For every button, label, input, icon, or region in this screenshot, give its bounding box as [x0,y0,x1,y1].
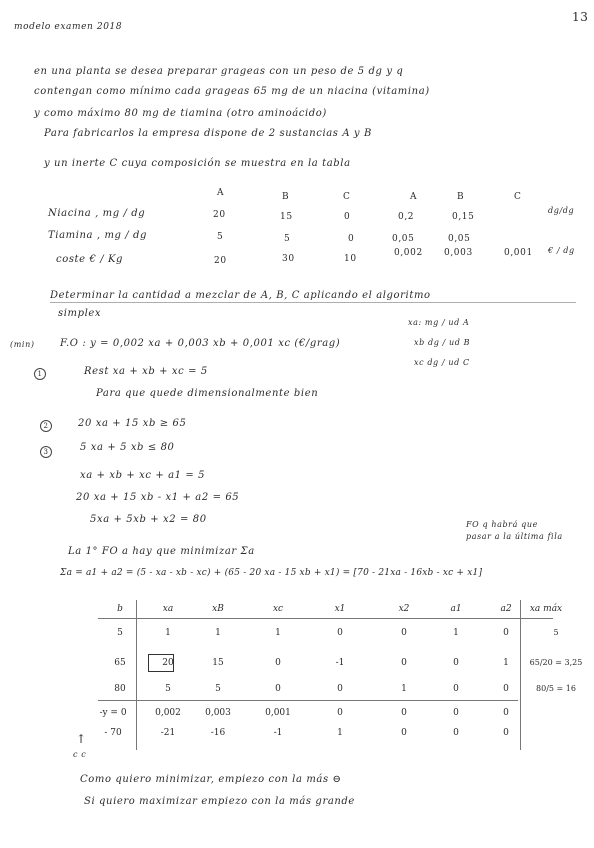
tableau-cell: 0 [275,658,281,668]
tableau-cell: 80/5 = 16 [536,684,576,693]
composition-row-label: coste € / Kg [56,254,124,265]
tableau-cell: 0 [503,628,509,638]
fo-note-line-2: pasar a la última fila [466,532,563,541]
tableau-cell: 5 [553,628,559,637]
tableau-cell: 5 [117,628,123,638]
tableau-header: xa máx [529,604,563,614]
tableau-cell: 0,003 [205,708,231,718]
standard-equation-2: 20 xa + 15 xb - x1 + a2 = 65 [76,492,240,503]
constraint-2: 20 xa + 15 xb ≥ 65 [78,418,187,429]
tableau-header: xa [162,604,174,614]
entering-column-label: c c [73,750,87,759]
composition-cell: 0,003 [444,248,473,258]
composition-col-header: A [217,188,225,198]
constraint-1-note: Para que quede dimensionalmente bien [96,388,319,399]
fo-note-line-1: FO q habrá que [466,520,538,529]
constraint-mark: 3 [40,446,52,458]
tableau-cell: 0 [401,658,407,668]
tableau-cell: -y = 0 [99,708,127,718]
composition-cell: 0,001 [504,248,533,258]
composition-cell: 0 [344,212,351,222]
tableau-cell: 0 [275,684,281,694]
task-line-1: Determinar la cantidad a mezclar de A, B, C aplicando el algoritmo [50,290,431,301]
tableau-cell: 1 [215,628,221,638]
tableau-cell: - 70 [104,728,122,738]
tableau-cell: 0,001 [265,708,291,718]
tableau-header: x2 [398,604,410,614]
tableau-cell: 5 [165,684,171,694]
tableau-cell: 0,002 [155,708,181,718]
standard-equation-1: xa + xb + xc + a1 = 5 [80,470,206,481]
composition-cell: 20 [213,210,226,220]
tableau-cell: 80 [114,684,126,694]
tableau-cell: 0 [503,684,509,694]
variable-definition: xb dg / ud B [414,338,471,347]
composition-col-header: C [343,192,351,202]
composition-col-header: A [410,192,418,202]
objective-function: F.O : y = 0,002 xa + 0,003 xb + 0,001 xc (€/grag) [60,338,341,349]
composition-cell: 5 [284,234,291,244]
tableau-cell: -1 [335,658,345,668]
problem-line-5: y un inerte C cuya composición se muestra en la tabla [44,158,351,169]
composition-row-label: Tiamina , mg / dg [48,230,148,241]
entering-column-arrow: ↑ [76,732,87,746]
composition-cell: 15 [280,212,293,222]
tableau-header: xc [272,604,284,614]
constraint-mark: 2 [40,420,52,432]
tableau-cell: 65/20 = 3,25 [529,658,583,667]
variable-definition: xc dg / ud C [414,358,470,367]
tableau-header: x1 [334,604,346,614]
tableau-rule [98,700,518,701]
tableau-cell: 1 [165,628,171,638]
note-minimize: Como quiero minimizar, empiezo con la más ⊖ [80,774,342,785]
composition-cell: 20 [214,256,227,266]
artificial-sum-equation: Σa = a1 + a2 = (5 - xa - xb - xc) + (65 - 20 xa - 15 xb + x1) = [70 - 21xa - 16xb - xc + x1] [60,568,483,578]
page-number-mark: 13 [572,10,589,24]
composition-cell: 0 [348,234,355,244]
composition-unit: dg/dg [548,206,575,215]
composition-cell: 0,15 [452,212,475,222]
constraint-1: Rest xa + xb + xc = 5 [84,366,208,377]
composition-cell: 0,05 [392,234,415,244]
tableau-cell: 0 [503,708,509,718]
tableau-cell: 20 [162,658,174,668]
composition-cell: 5 [217,232,224,242]
standard-equation-3: 5xa + 5xb + x2 = 80 [90,514,207,525]
tableau-cell: 1 [337,728,343,738]
tableau-cell: 0 [337,708,343,718]
tableau-header: b [117,604,123,614]
tableau-cell: 1 [453,628,459,638]
tableau-cell: -16 [210,728,226,738]
tableau-cell: 0 [401,728,407,738]
composition-cell: 0,2 [398,212,415,222]
tableau-cell: 0 [337,628,343,638]
task-line-2: simplex [58,308,102,319]
tableau-header: a1 [450,604,462,614]
problem-line-4: Para fabricarlos la empresa dispone de 2 sustancias A y B [44,128,372,139]
constraint-mark: 1 [34,368,46,380]
composition-cell: 10 [344,254,357,264]
tableau-cell: 0 [453,658,459,668]
page-header: modelo examen 2018 [14,22,123,32]
variable-definition: xa: mg / ud A [408,318,470,327]
tableau-cell: 65 [114,658,126,668]
constraint-3: 5 xa + 5 xb ≤ 80 [80,442,175,453]
composition-col-header: C [514,192,522,202]
tableau-cell: -1 [273,728,283,738]
tableau-cell: 0 [503,728,509,738]
tableau-cell: 0 [401,708,407,718]
problem-line-3: y como máximo 80 mg de tiamina (otro aminoácido) [34,108,327,119]
tableau-cell: 1 [275,628,281,638]
composition-cell: 0,05 [448,234,471,244]
tableau-rule [98,618,553,619]
composition-col-header: B [457,192,465,202]
tableau-cell: 5 [215,684,221,694]
tableau-cell: -21 [160,728,176,738]
phase-one-line: La 1° FO a hay que minimizar Σa [68,546,255,557]
composition-cell: 30 [282,254,295,264]
tableau-cell: 0 [453,728,459,738]
composition-cell: 0,002 [394,248,423,258]
composition-col-header: B [282,192,290,202]
tableau-cell: 15 [212,658,224,668]
tableau-cell: 0 [401,628,407,638]
tableau-header: a2 [500,604,512,614]
composition-unit: € / dg [548,246,575,255]
min-tag: (min) [10,340,35,349]
composition-row-label: Niacina , mg / dg [48,208,146,219]
tableau-cell: 1 [503,658,509,668]
problem-line-1: en una planta se desea preparar grageas con un peso de 5 dg y q [34,66,404,77]
tableau-cell: 1 [401,684,407,694]
problem-line-2: contengan como mínimo cada grageas 65 mg de un niacina (vitamina) [34,86,430,97]
simplex-tableau [98,600,583,750]
tableau-header: xB [212,604,224,614]
tableau-cell: 0 [453,708,459,718]
task-underline [50,302,576,303]
tableau-cell: 0 [453,684,459,694]
tableau-cell: 0 [337,684,343,694]
note-maximize: Si quiero maximizar empiezo con la más grande [84,796,355,807]
